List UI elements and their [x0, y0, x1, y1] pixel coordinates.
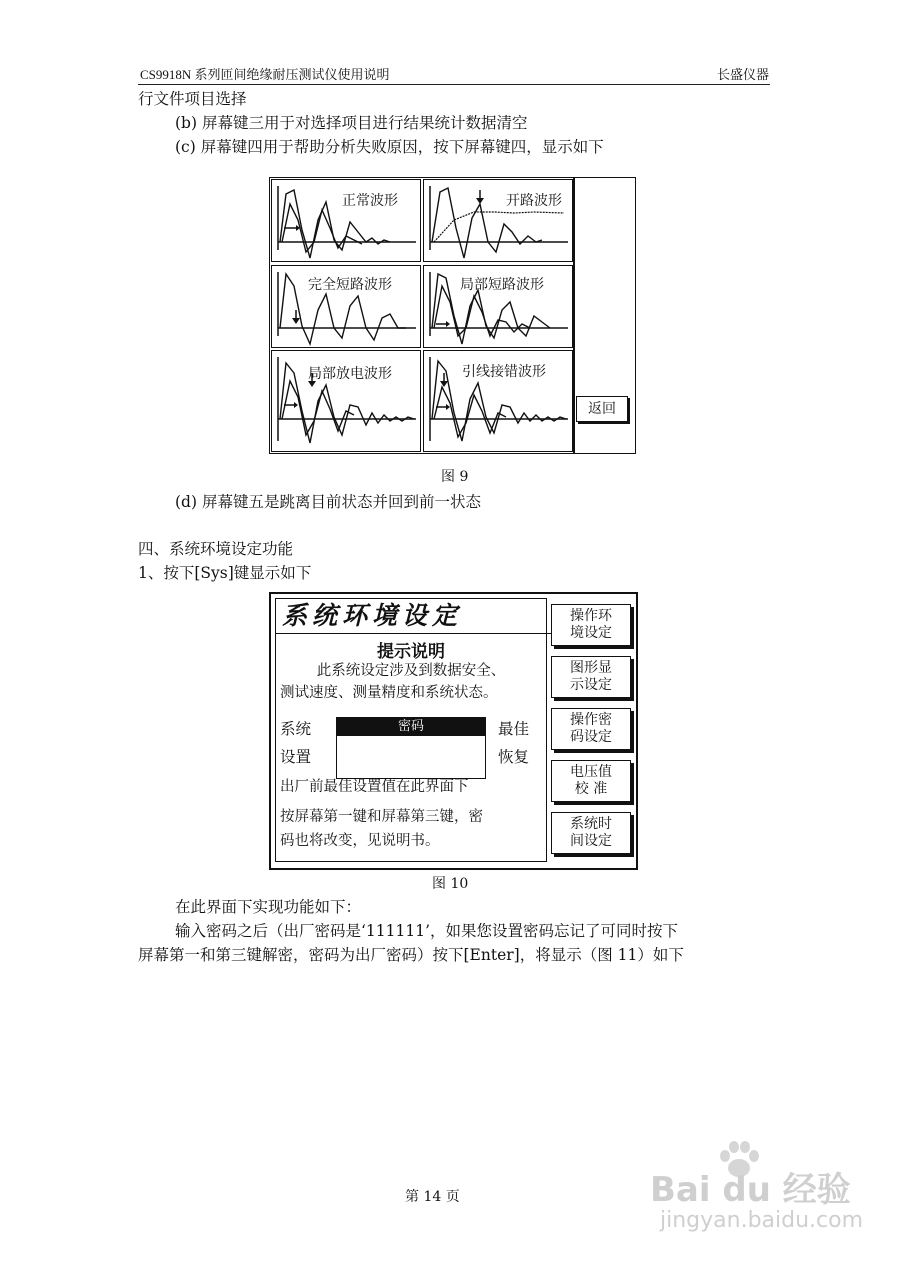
settings-screen-title: 系统环境设定 [276, 599, 552, 634]
body-line-9: 屏幕第一和第三键解密，密码为出厂密码）按下[Enter]，将显示（图 11）如下 [138, 946, 684, 964]
waveform-panel-lead-miswired [423, 350, 573, 452]
body-line-8: 输入密码之后（出厂密码是‘111111’，如果您设置密码忘记了可同时按下 [175, 922, 679, 940]
figure-9-waveform-help [269, 177, 636, 454]
waveform-panel-partial-short [423, 265, 573, 348]
button-line-2: 校 准 [574, 781, 608, 797]
figure-9-side-divider [573, 178, 575, 453]
password-dialog[interactable] [336, 717, 486, 779]
panel-label: 局部短路波形 [460, 277, 544, 293]
header-divider [138, 84, 770, 85]
info-line-5: 码也将改变，见说明书。 [280, 833, 440, 849]
waveform-panel-normal [271, 179, 421, 262]
system-time-button[interactable] [551, 812, 631, 854]
voltage-calibration-button[interactable] [551, 760, 631, 802]
info-line-3: 出厂前最佳设置值在此界面下 [280, 779, 469, 795]
panel-label: 完全短路波形 [308, 277, 392, 293]
settings-main-panel [275, 598, 547, 862]
hint-text-line-2: 测试速度、测量精度和系统状态。 [280, 685, 498, 701]
button-line-1: 操作密 [570, 712, 612, 728]
label-restore: 恢复 [498, 748, 530, 766]
label-system: 系统 [280, 720, 312, 738]
panel-label: 引线接错波形 [462, 364, 546, 380]
figure-10-caption: 图 10 [432, 876, 469, 892]
body-line-1: 行文件项目选择 [138, 90, 247, 108]
button-line-2: 示设定 [570, 677, 612, 693]
label-settings: 设置 [280, 748, 312, 766]
button-line-2: 码设定 [570, 729, 612, 745]
button-line-1: 系统时 [570, 816, 612, 832]
hint-text-line-1: 此系统设定涉及到数据安全、 [316, 663, 506, 679]
display-settings-button[interactable] [551, 656, 631, 698]
figure-10-system-settings-screen [269, 592, 638, 870]
panel-label: 正常波形 [342, 193, 398, 209]
header-company: 长盛仪器 [716, 68, 769, 83]
body-line-7: 在此界面下实现功能如下： [175, 898, 362, 916]
panel-label: 开路波形 [506, 193, 562, 209]
watermark-brand: Bai du 经验 [650, 1170, 851, 1210]
button-line-2: 间设定 [570, 833, 612, 849]
body-line-6: 1、按下[Sys]键显示如下 [138, 564, 312, 582]
header-doc-title: CS9918N 系列匝间绝缘耐压测试仪使用说明 [140, 67, 390, 82]
waveform-panel-partial-discharge [271, 350, 421, 452]
body-line-4: (d) 屏幕键五是跳离目前状态并回到前一状态 [175, 493, 481, 511]
body-line-2: (b) 屏幕键三用于对选择项目进行结果统计数据清空 [175, 114, 528, 132]
operation-environment-button[interactable] [551, 604, 631, 646]
button-line-1: 电压值 [570, 764, 612, 780]
page-number: 第 14 页 [405, 1189, 460, 1205]
button-line-2: 境设定 [570, 625, 612, 641]
info-line-4: 按屏幕第一键和屏幕第三键，密 [280, 809, 483, 825]
button-line-1: 图形显 [570, 660, 612, 676]
button-line-1: 操作环 [570, 608, 612, 624]
back-button[interactable]: 返回 [576, 396, 628, 422]
label-best: 最佳 [498, 720, 530, 738]
panel-label: 局部放电波形 [308, 366, 392, 382]
hint-heading: 提示说明 [377, 642, 445, 662]
password-settings-button[interactable] [551, 708, 631, 750]
section-heading: 四、系统环境设定功能 [138, 540, 294, 558]
waveform-panel-full-short [271, 265, 421, 348]
body-line-3: (c) 屏幕键四用于帮助分析失败原因，按下屏幕键四，显示如下 [175, 138, 604, 156]
figure-9-caption: 图 9 [441, 469, 469, 485]
password-label: 密码 [337, 718, 485, 736]
watermark-url: jingyan.baidu.com [660, 1208, 864, 1233]
waveform-panel-open [423, 179, 573, 262]
